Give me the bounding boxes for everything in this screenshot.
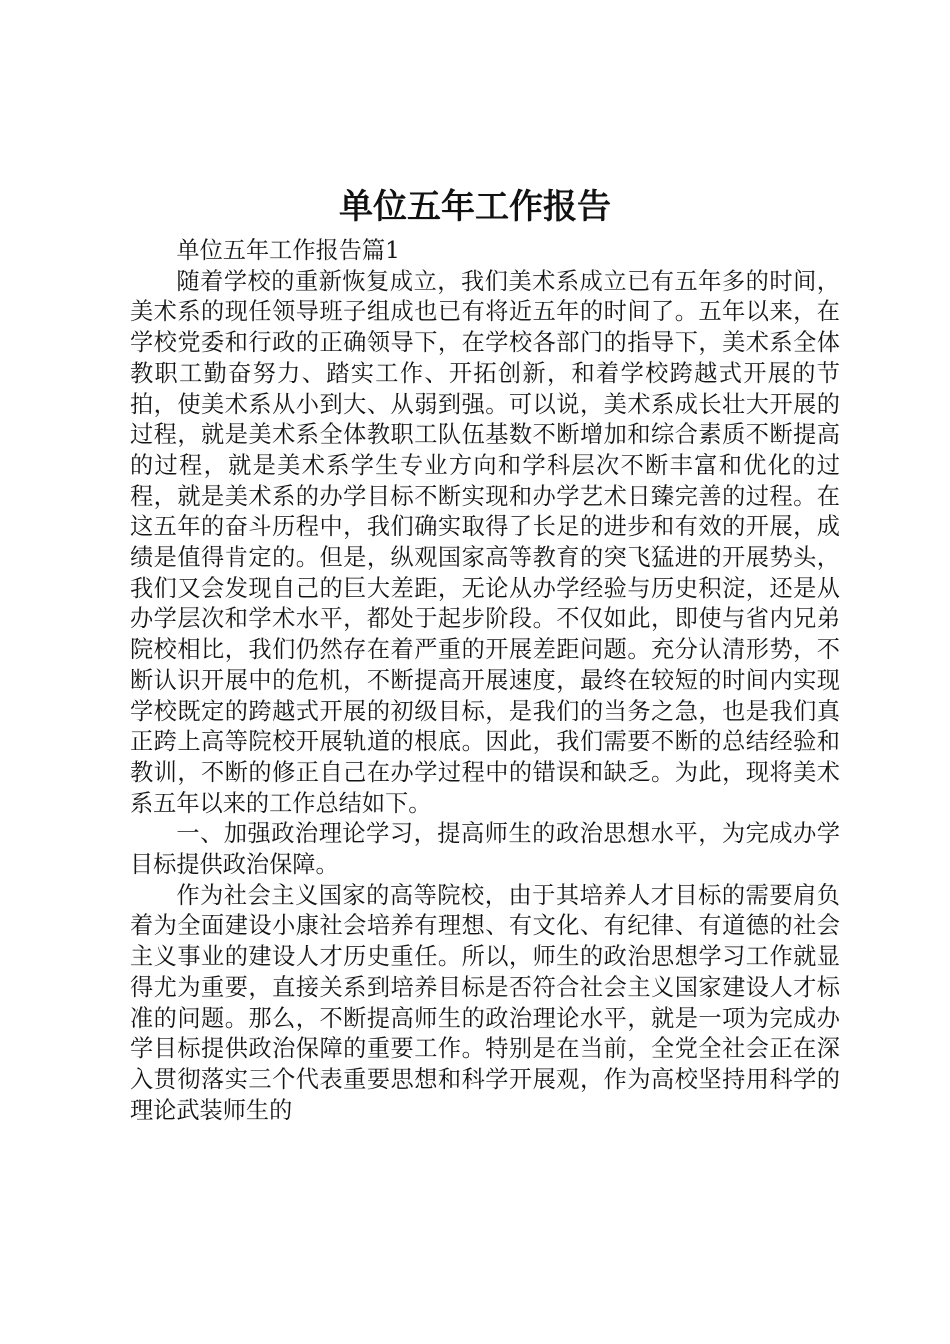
paragraph-intro: 随着学校的重新恢复成立，我们美术系成立已有五年多的时间，美术系的现任领导班子组成也已有将近五年的时间了。五年以来，在学校党委和行政的正确领导下，在学校各部门的指导下，美术系全体教职工勤奋努力、踏实工作、开拓创新，和着学校跨越式开展的节拍，使美术系从小到大、从弱到强。可以说，美术系成长壮大开展的过程，就是美术系全体教职工队伍基数不断增加和综合素质不断提高的过程，就是美术系学生专业方向和学科层次不断丰富和优化的过程，就是美术系的办学目标不断实现和办学艺术日臻完善的过程。在这五年的奋斗历程中，我们确实取得了长足的进步和有效的开展，成绩是值得肯定的。但是，纵观国家高等教育的突飞猛进的开展势头，我们又会发现自己的巨大差距，无论从办学经验与历史积淀，还是从办学层次和学术水平，都处于起步阶段。不仅如此，即使与省内兄弟院校相比，我们仍然存在着严重的开展差距问题。充分认清形势，不断认识开展中的危机，不断提高开展速度，最终在较短的时间内实现学校既定的跨越式开展的初级目标，是我们的当务之急，也是我们真正跨上高等院校开展轨道的根底。因此，我们需要不断的总结经验和教训，不断的修正自己在办学过程中的错误和缺乏。为此，现将美术系五年以来的工作总结如下。 — [130, 267, 840, 817]
paragraph-section-one-heading: 一、加强政治理论学习，提高师生的政治思想水平，为完成办学目标提供政治保障。 — [130, 820, 840, 879]
document-body — [130, 236, 840, 1126]
document-title: 单位五年工作报告 — [339, 187, 611, 227]
section-heading: 单位五年工作报告篇1 — [176, 237, 400, 264]
paragraph-section-one-body: 作为社会主义国家的高等院校，由于其培养人才目标的需要肩负着为全面建设小康社会培养有理想、有文化、有纪律、有道德的社会主义事业的建设人才历史重任。所以，师生的政治思想学习工作就显得尤为重要，直接关系到培养目标是否符合社会主义国家建设人才标准的问题。那么，不断提高师生的政治理论水平，就是一项为完成办学目标提供政治保障的重要工作。特别是在当前，全党全社会正在深入贯彻落实三个代表重要思想和科学开展观，作为高校坚持用科学的理论武装师生的 — [130, 881, 840, 1124]
